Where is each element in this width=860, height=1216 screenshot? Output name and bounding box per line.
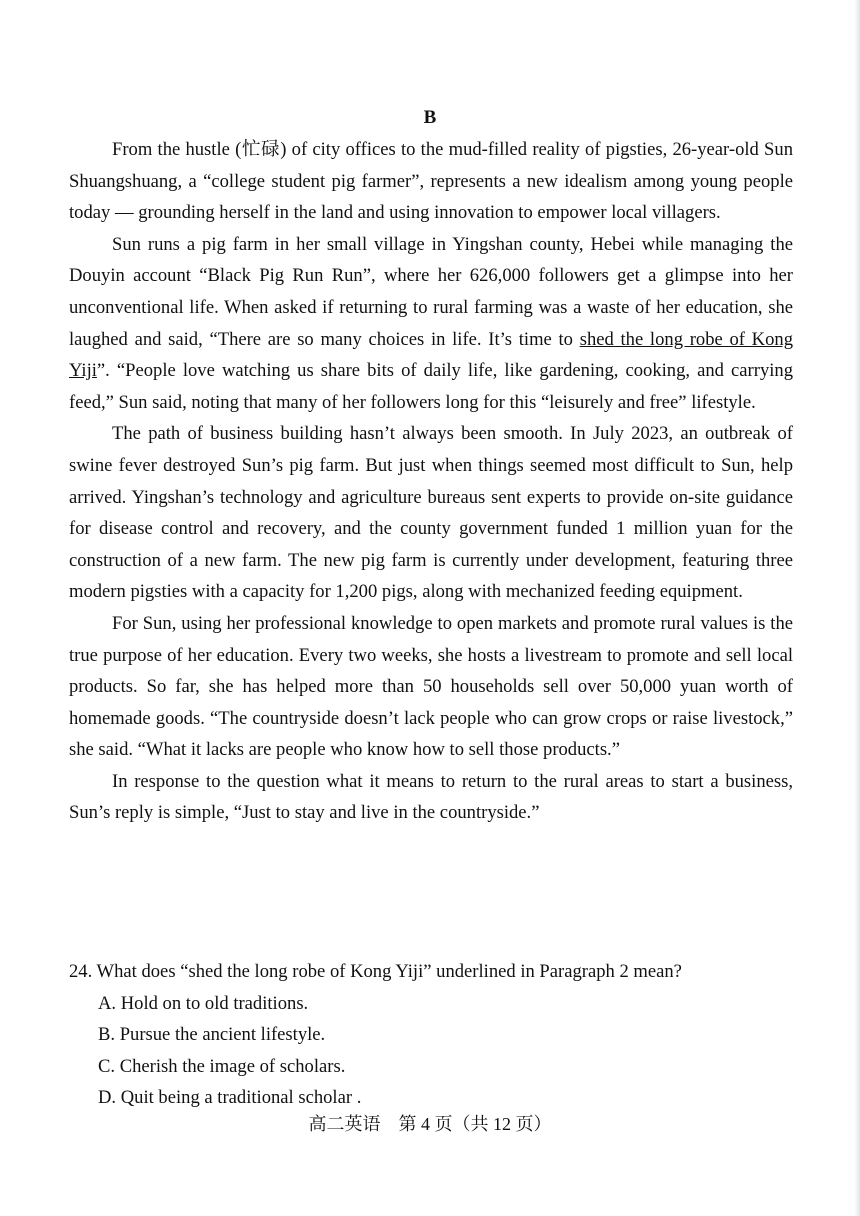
question-stem: 24. What does “shed the long robe of Kong Yiji” underlined in Paragraph 2 mean? [69,961,682,982]
paragraph-5: In response to the question what it means to return to the rural areas to start a business, Sun’s reply is simple, “Just to stay and live in the countryside.” [69,770,793,824]
paragraph-2 [69,229,793,419]
option-c: C. Cherish the image of scholars. [98,1055,346,1077]
underlined-phrase: shed the long robe of Kong Yiji [69,328,793,382]
scan-edge-shadow [854,0,860,1216]
page-footer: 高二英语 第 4 页（共 12 页） [308,1114,552,1134]
option-a: A. Hold on to old traditions. [98,992,309,1014]
paragraph-4: For Sun, using her professional knowledge to open markets and promote rural values is the true purpose of her education. Every two weeks, she hosts a livestream to promote and sell local products. So far, she has helped more than 50 households sell over 50,000 yuan worth of homemade goods. “The countryside doesn’t lack people who can grow crops or raise livestock,” she said. “What it lacks are people who know how to sell those products.” [69,612,793,761]
paragraph-2-text-a: Sun runs a pig farm in her small village in Yingshan county, Hebei while managing the Douyin account “Black Pig Run Run”, where her 626,000 followers get a glimpse into her unconventional life. When asked if returning to rural farming was a waste of her education, she laughed and said, “There are so many choices in life. It’s time to [69,233,793,350]
paragraph-2-text-b: ”. “People love watching us share bits of daily life, like gardening, cooking, and carrying feed,” Sun said, noting that many of her followers long for this “leisurely and free” lifestyle. [69,360,793,413]
option-d: D. Quit being a traditional scholar . [98,1087,362,1109]
question-24 [69,956,809,1114]
paragraph-3: The path of business building hasn’t always been smooth. In July 2023, an outbreak of swine fever destroyed Sun’s pig farm. But just when things seemed most difficult to Sun, help arrived. Yingshan’s technology and agriculture bureaus sent experts to provide on-site guidance for disease control and recovery, and the county government funded 1 million yuan for the construction of a new farm. The new pig farm is currently under development, featuring three modern pigsties with a capacity for 1,200 pigs, along with mechanized feeding equipment. [69,423,793,603]
section-title: B [423,107,437,128]
paragraph-1: From the hustle (忙碌) of city offices to the mud-filled reality of pigsties, 26-year-old Sun Shuangshuang, a “college student pig farmer”, represents a new idealism among young people today — grounding herself in the land and using innovation to empower local villagers. [69,139,793,224]
reading-passage [69,134,793,829]
option-b: B. Pursue the ancient lifestyle. [98,1024,326,1046]
